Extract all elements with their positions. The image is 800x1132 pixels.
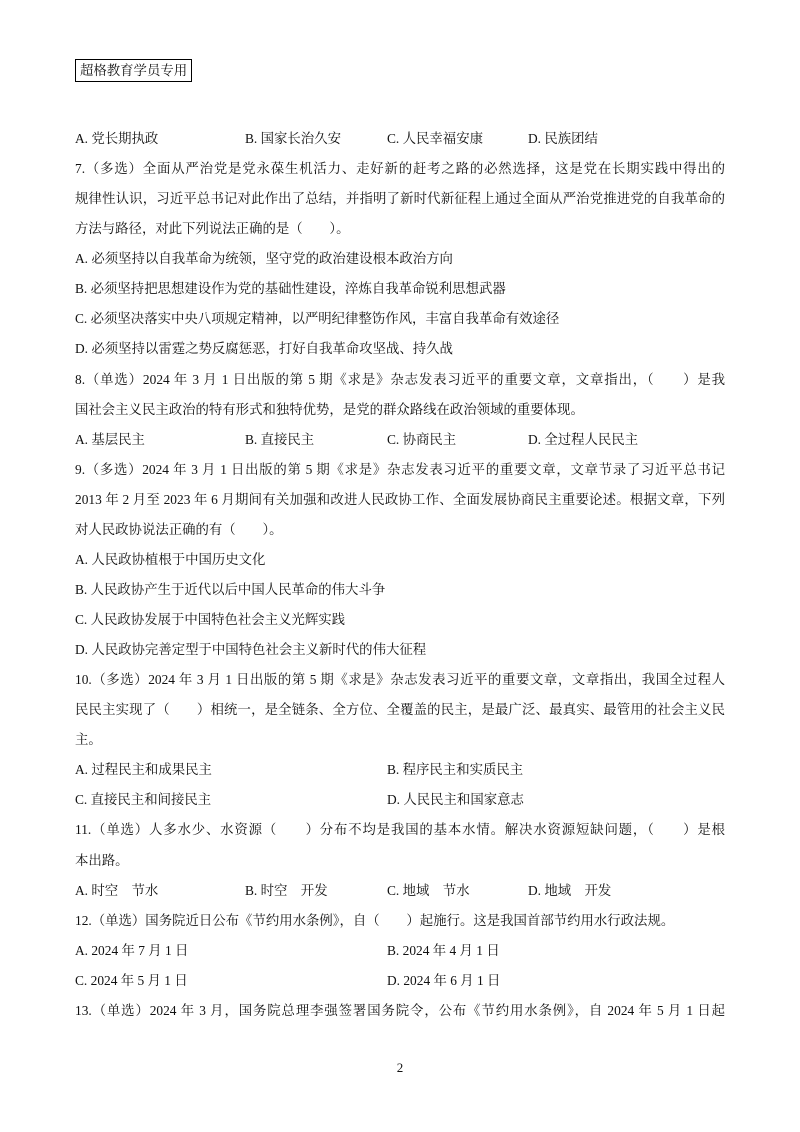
question-list <box>75 124 725 1026</box>
q8-option-b: B. 直接民主 <box>245 431 315 447</box>
q9-option-b: B. 人民政协产生于近代以后中国人民革命的伟大斗争 <box>75 581 386 597</box>
q7-stem-line: 规律性认识，习近平总书记对此作出了总结，并指明了新时代新征程上通过全面从严治党推进党的自我革命的 <box>75 191 725 207</box>
q7-option-c: C. 必须坚决落实中央八项规定精神，以严明纪律整饬作风，丰富自我革命有效途径 <box>75 311 560 327</box>
q7-option-d: D. 必须坚持以雷霆之势反腐惩恶，打好自我革命攻坚战、持久战 <box>75 341 453 357</box>
q12-options-row <box>75 966 725 996</box>
q10-option-d: D. 人民民主和国家意志 <box>387 792 524 808</box>
q12-stem-line: 12.（单选）国务院近日公布《节约用水条例》，自（ ）起施行。这是我国首部节约用水行政法规。 <box>75 912 675 928</box>
page-number: 2 <box>396 1060 404 1075</box>
q8-option-a: A. 基层民主 <box>75 431 145 447</box>
q10-option-c: C. 直接民主和间接民主 <box>75 792 212 808</box>
q11-stem-line: 11.（单选）人多水少、水资源（ ）分布不均是我国的基本水情。解决水资源短缺问题，（ ）是根 <box>75 822 725 838</box>
header-badge: 超格教育学员专用 <box>75 59 192 82</box>
q12-options-row <box>75 936 725 966</box>
q11-stem-line: 本出路。 <box>75 852 129 868</box>
q11-options <box>75 876 725 906</box>
q9-stem-line: 9.（多选）2024 年 3 月 1 日出版的第 5 期《求是》杂志发表习近平的重要文章，文章节录了习近平总书记 <box>75 461 725 477</box>
q8-option-d: D. 全过程人民民主 <box>528 431 639 447</box>
q12-option-c: C. 2024 年 5 月 1 日 <box>75 972 188 988</box>
q11-option-b: B. 时空 开发 <box>245 882 328 898</box>
q7-stem-line: 7.（多选）全面从严治党是党永葆生机活力、走好新的赶考之路的必然选择，这是党在长期实践中得出的 <box>75 161 725 177</box>
q13-stem-line: 13.（单选）2024 年 3 月，国务院总理李强签署国务院令，公布《节约用水条例》，自 2024 年 5 月 1 日起 <box>75 1002 725 1018</box>
q12-option-a: A. 2024 年 7 月 1 日 <box>75 942 189 958</box>
q10-options-row <box>75 785 725 815</box>
q7-option-a: A. 必须坚持以自我革命为统领，坚守党的政治建设根本政治方向 <box>75 251 453 267</box>
q10-option-b: B. 程序民主和实质民主 <box>387 762 524 778</box>
q10-stem-line: 10.（多选）2024 年 3 月 1 日出版的第 5 期《求是》杂志发表习近平的重要文章，文章指出，我国全过程人 <box>75 672 725 688</box>
q7-stem-line: 方法与路径，对此下列说法正确的是（ ）。 <box>75 221 350 237</box>
q9-stem-line: 对人民政协说法正确的有（ ）。 <box>75 521 283 537</box>
q9-stem-line: 2013 年 2 月至 2023 年 6 月期间有关加强和改进人民政协工作、全面发展协商民主重要论述。根据文章，下列 <box>75 491 725 507</box>
q6-option-b: B. 国家长治久安 <box>245 131 341 146</box>
q10-option-a: A. 过程民主和成果民主 <box>75 762 212 778</box>
q11-option-a: A. 时空 节水 <box>75 882 159 898</box>
q9-option-c: C. 人民政协发展于中国特色社会主义光辉实践 <box>75 612 346 627</box>
q8-stem-line: 国社会主义民主政治的特有形式和独特优势，是党的群众路线在政治领域的重要体现。 <box>75 401 584 417</box>
q8-options <box>75 425 725 455</box>
q8-stem-line: 8.（单选）2024 年 3 月 1 日出版的第 5 期《求是》杂志发表习近平的重要文章，文章指出，（ ）是我 <box>75 371 725 387</box>
q6-options <box>75 124 725 154</box>
q10-options-row <box>75 755 725 785</box>
q10-stem-line: 民民主实现了（ ）相统一，是全链条、全方位、全覆盖的民主，是最广泛、最真实、最管用的社会主义民 <box>75 702 725 718</box>
q9-option-d: D. 人民政协完善定型于中国特色社会主义新时代的伟大征程 <box>75 642 427 658</box>
q7-option-b: B. 必须坚持把思想建设作为党的基础性建设，淬炼自我革命锐利思想武器 <box>75 281 506 297</box>
q11-option-c: C. 地域 节水 <box>387 882 470 898</box>
q10-stem-line: 主。 <box>75 732 102 748</box>
q12-option-b: B. 2024 年 4 月 1 日 <box>387 942 500 958</box>
q6-option-c: C. 人民幸福安康 <box>387 131 483 146</box>
q6-option-a: A. 党长期执政 <box>75 131 159 146</box>
q11-option-d: D. 地域 开发 <box>528 882 612 898</box>
q9-option-a: A. 人民政协植根于中国历史文化 <box>75 551 266 567</box>
q12-option-d: D. 2024 年 6 月 1 日 <box>387 972 501 988</box>
q6-option-d: D. 民族团结 <box>528 131 598 146</box>
q8-option-c: C. 协商民主 <box>387 431 457 447</box>
